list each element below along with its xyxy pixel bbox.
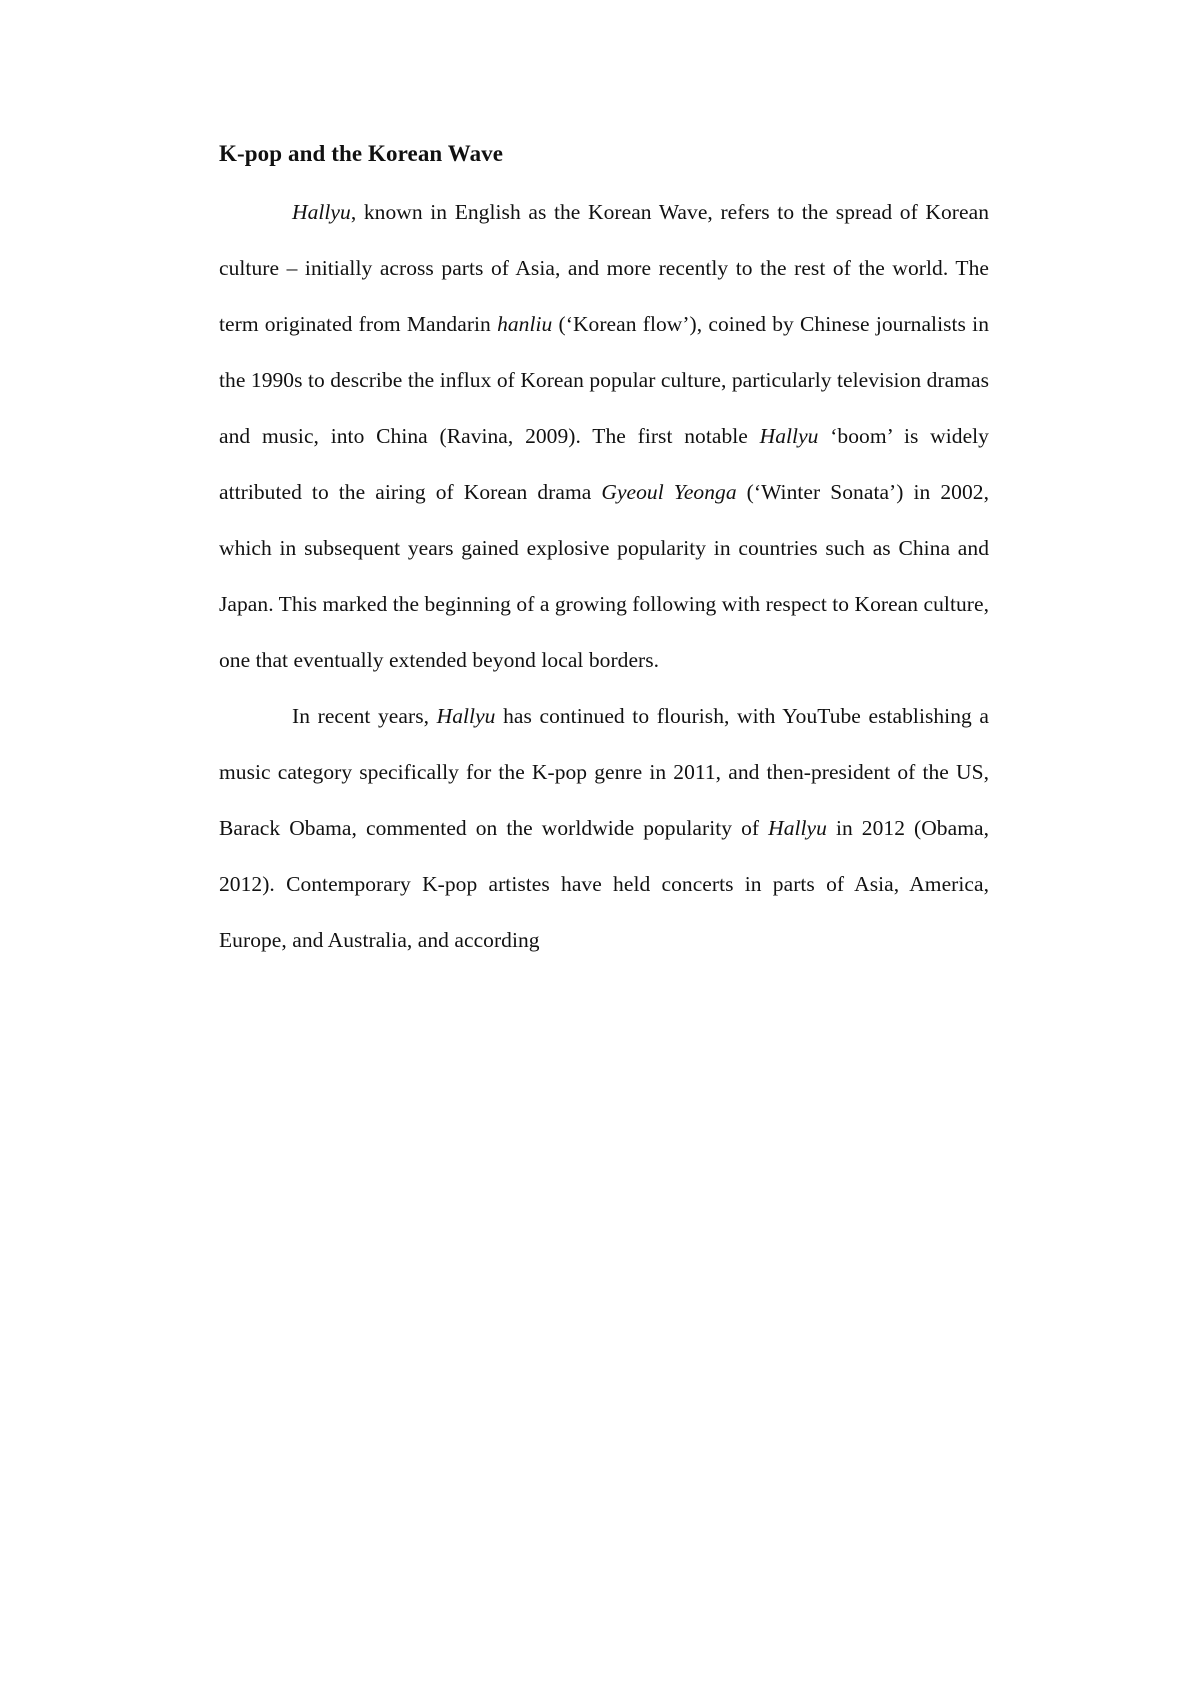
- section-heading: K-pop and the Korean Wave: [219, 141, 504, 166]
- text-run: (‘Winter Sonata’) in 2002, which in subsequent years gained explosive popularity in countries such as China and Japan. This marked the beginning of a growing following with respect to Korean culture, one that eventually extended beyond local borders.: [219, 480, 989, 672]
- paragraph-1: [219, 184, 989, 688]
- italic-term: Hallyu: [292, 200, 351, 224]
- italic-term: Gyeoul Yeonga: [601, 480, 737, 504]
- text-run: In recent years,: [292, 704, 437, 728]
- italic-term: Hallyu: [768, 816, 827, 840]
- text-run: has continued to flourish, with YouTube establishing a music category specifically for the K-pop genre in 2011, and then-president of the US, Barack Obama, commented on the worldwide popularity of: [219, 704, 989, 840]
- text-run: , known in English as the Korean Wave, refers to the spread of Korean culture – initially across parts of Asia, and more recently to the rest of the world. The term originated from Mandarin: [219, 200, 989, 336]
- document-body: [219, 138, 989, 968]
- text-run: ‘boom’ is widely attributed to the airing of Korean drama: [219, 424, 989, 504]
- text-run: in 2012 (Obama, 2012). Contemporary K-pop artistes have held concerts in parts of Asia, America, Europe, and Australia, and according: [219, 816, 989, 952]
- paragraph-2: [219, 688, 989, 968]
- italic-term: Hallyu: [759, 424, 819, 448]
- italic-term: hanliu: [497, 312, 553, 336]
- text-run: (‘Korean flow’), coined by Chinese journalists in the 1990s to describe the influx of Korean popular culture, particularly television dramas and music, into China (Ravina, 2009). The first notable: [219, 312, 989, 448]
- italic-term: Hallyu: [436, 704, 496, 728]
